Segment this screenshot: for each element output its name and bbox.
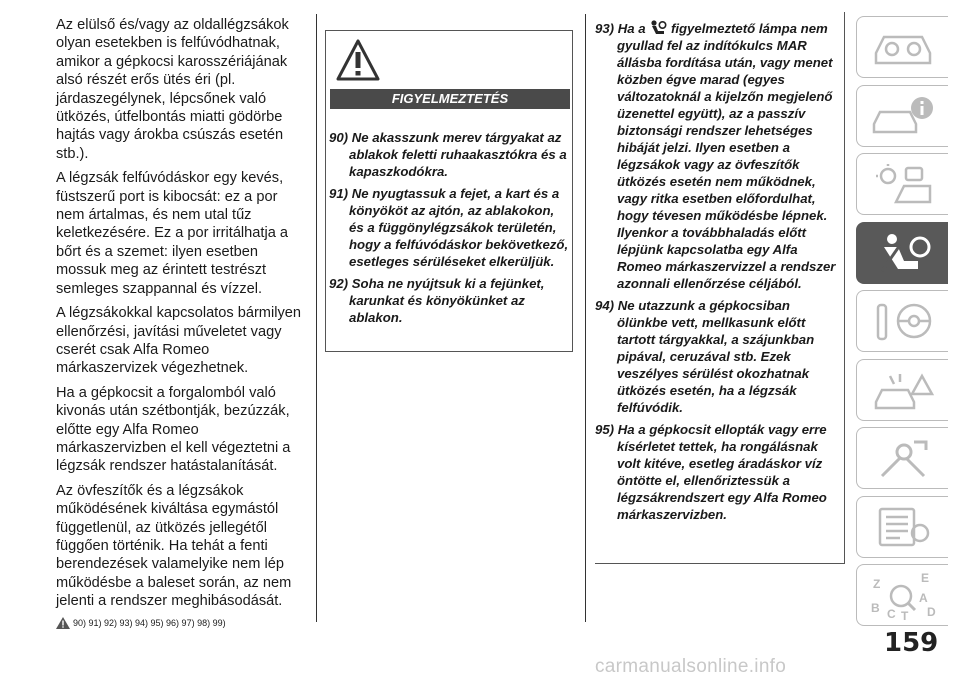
warning-refs-text: 90) 91) 92) 93) 94) 95) 96) 97) 98) 99)	[73, 617, 226, 628]
paragraph: A légzsák felfúvódáskor egy kevés, füstszerű port is kibocsát: ez a por nem ártalmas, és nem utal tűz keletkezésére. Ez a por irritálhatja a bőrt és a szemet: ilyen esetben mossuk meg az érintett testrészt semleges szappannal és vízzel.	[56, 170, 288, 297]
warning-text: Soha ne nyújtsuk ki a fejünket, karunkat és könyökünket az ablakon.	[349, 276, 545, 325]
index-letter: A	[918, 591, 928, 605]
index-letter: C	[886, 607, 896, 621]
warning-box	[325, 30, 573, 352]
breakdown-icon	[870, 368, 936, 412]
car-dashboard-icon	[870, 25, 936, 69]
index-letter: T	[900, 609, 908, 622]
warning-text: figyelmeztető lámpa nem gyullad fel az indítókulcs MAR állásba fordítása után, vagy menet közben égve marad (egyes változatoknál a kijelzőn megjelenő üzenettel együtt), az a passzív biztonsági rendszer lehetséges hibáját jelzi. Ilyen esetben a légzsákok vagy az övfeszítők ütközés esetén nem működnek, vagy ritka esetben előfordulhat, hogy tévesen működésbe lépnek. Ilyenkor a továbbhaladás előtt lépjünk kapcsolatba egy Alfa Romeo márkaszervizzel a rendszer azonnali ellenőrzése céljából.	[617, 21, 836, 291]
warning-text: Ne nyugtassuk a fejet, a kart és a könyököt az ajtón, az ablakokon, és a függönylégzsákok területén, hogy a felfúvódáskor bekövetkező, esetleges sérüléseket elkerüljük.	[349, 186, 569, 269]
warning-references	[56, 617, 308, 629]
warning-continuation-box	[595, 12, 845, 564]
warning-number: 92)	[329, 276, 349, 291]
page-number: 159	[884, 628, 939, 658]
car-info-icon	[870, 94, 936, 138]
airbag-warning-lamp-icon	[649, 20, 667, 36]
chapter-tabs	[856, 16, 948, 633]
maintenance-tools-icon	[870, 436, 936, 480]
airbag-seatbelt-icon	[870, 231, 936, 275]
warning-text: Ne utazzunk a gépkocsiban ölünkbe vett, mellkasunk előtt tartott tárgyakkal, a szájunkban pipával, ceruzával stb. Ezek veszélyes sérülést okozhatnak ütközés esetén, ha a légzsák felfúvódik.	[617, 298, 815, 415]
paragraph: A légzsákokkal kapcsolatos bármilyen ellenőrzési, javítási műveletet vagy cserét csak Alfa Romeo márkaszervizek végezhetnek.	[56, 305, 301, 377]
index-letter: D	[926, 605, 936, 619]
index-letter: Z	[872, 577, 880, 591]
warning-item	[595, 20, 841, 292]
warning-title: FIGYELMEZTETÉS	[330, 89, 570, 109]
warning-text: Ne akasszunk merev tárgyakat az ablakok feletti ruhaakasztókra és a kapaszkodókra.	[349, 130, 567, 179]
key-steering-icon	[870, 299, 936, 343]
warning-triangle-icon	[336, 39, 380, 81]
index-letter: B	[870, 601, 880, 615]
warning-item	[329, 185, 569, 270]
warning-text: Ha a gépkocsit ellopták vagy erre kísérletet tettek, ha rongálásnak volt kitéve, esetleg áradáskor víz öntötte el, ellenőriztessük a légzsákrendszert egy Alfa Romeo márkaszervizben.	[617, 422, 827, 522]
body-text-column	[56, 16, 308, 629]
warning-item	[595, 421, 841, 523]
warning-list	[595, 20, 841, 528]
column-divider	[316, 14, 317, 622]
tab-dashboard[interactable]	[856, 16, 948, 78]
tab-warning-lights[interactable]	[856, 153, 948, 215]
technical-data-icon	[870, 505, 936, 549]
warning-number: 90)	[329, 130, 349, 145]
warning-text: Ha a	[617, 21, 646, 36]
warning-triangle-small-icon	[56, 617, 70, 629]
warning-list	[329, 129, 569, 331]
tab-index[interactable]	[856, 564, 948, 626]
warning-item	[595, 297, 841, 416]
tab-emergency[interactable]	[856, 359, 948, 421]
tab-safety[interactable]	[856, 222, 948, 284]
tab-getting-to-know[interactable]	[856, 85, 948, 147]
warning-lights-icon	[870, 162, 936, 206]
warning-item	[329, 129, 569, 180]
paragraph: Az övfeszítők és a légzsákok működésének kiváltása egymástól függetlenül, az ütközés jellegétől függően történik. Ha tehát a fenti berendezések valamelyike nem lép működésbe a baleset során, az nem jelenti a rendszer meghibásodását.	[56, 482, 292, 610]
paragraph: Ha a gépkocsit a forgalomból való kivonás után szétbontják, bezúzzák, előtte egy Alfa Romeo márkaszervizben el kell végeztetni a légzsák rendszer hatástalanítását.	[56, 384, 291, 475]
warning-item	[329, 275, 569, 326]
index-letter: E	[920, 571, 929, 585]
watermark: carmanualsonline.info	[595, 656, 787, 677]
column-divider	[585, 14, 586, 622]
warning-number: 95)	[595, 422, 615, 437]
warning-number: 93)	[595, 21, 615, 36]
tab-servicing[interactable]	[856, 427, 948, 489]
paragraph: Az elülső és/vagy az oldallégzsákok olyan esetekben is felfúvódhatnak, amikor a gépkocsi karosszériájának alsó részét erős ütés éri (pl. járdaszegélynek, lépcsőnek való ütközés, útfelbontás miatti gödörbe hajtás vagy árokba csúszás esetén stb.).	[56, 17, 289, 162]
tab-technical-data[interactable]	[856, 496, 948, 558]
warning-number: 91)	[329, 186, 349, 201]
tab-starting-driving[interactable]	[856, 290, 948, 352]
alphabetical-index-icon	[865, 568, 941, 622]
warning-number: 94)	[595, 298, 615, 313]
